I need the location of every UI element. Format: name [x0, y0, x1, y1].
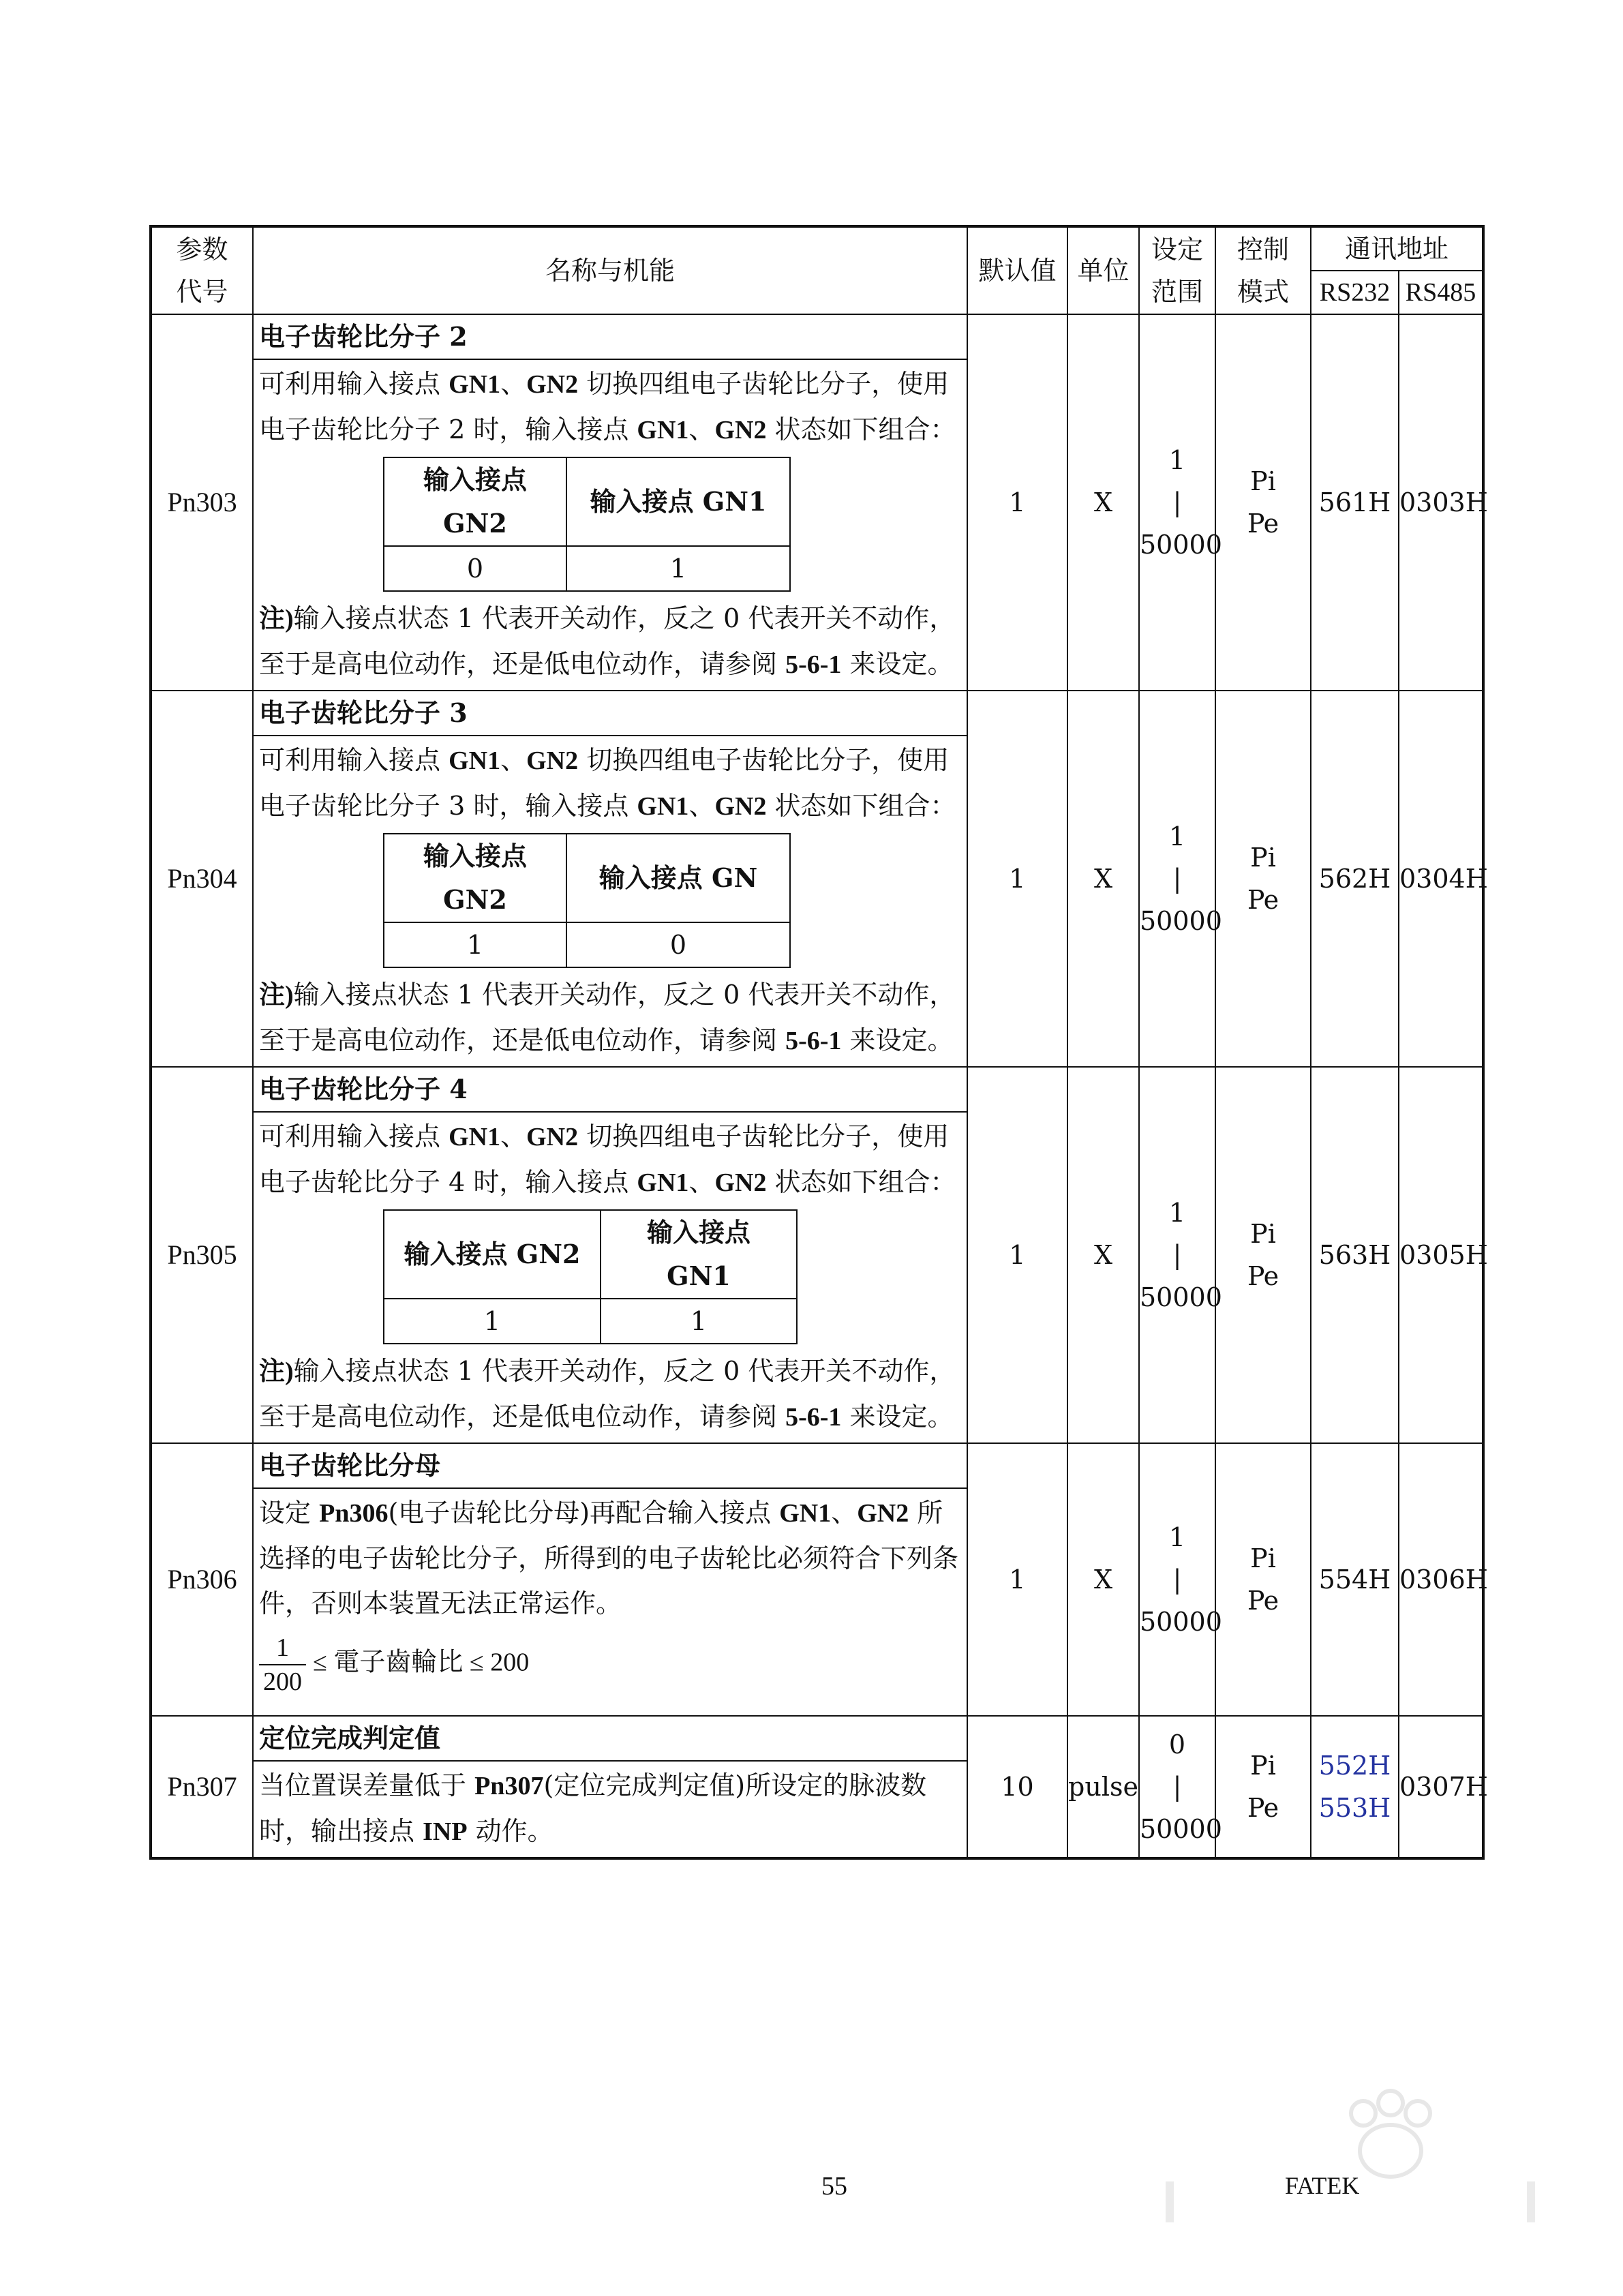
param-title: 电子齿轮比分子 2 — [254, 315, 967, 360]
footer-brand: FATEK — [1285, 2172, 1360, 2199]
header-param-code — [151, 226, 253, 314]
watermark-logo — [1159, 2066, 1541, 2284]
header-param-code-line1: 参数 — [176, 235, 228, 265]
fraction-denominator: 200 — [263, 1667, 302, 1696]
param-body: 当位置误差量低于 Pn307(定位完成判定值)所设定的脉波数时，输出接点 INP 动作。 — [259, 1770, 927, 1846]
mode-value: Pi Pe — [1215, 314, 1311, 691]
param-description — [253, 691, 967, 1067]
header-mode-line1: 控制 — [1237, 235, 1289, 265]
param-description — [253, 314, 967, 691]
rs232-address-link[interactable]: 553H — [1318, 1793, 1391, 1823]
rs485-address: 0305H — [1399, 1067, 1483, 1443]
header-default: 默认值 — [967, 226, 1067, 314]
input-state-table — [383, 1209, 798, 1344]
header-range-line2: 范围 — [1151, 277, 1203, 307]
param-note: 注)输入接点状态 1 代表开关动作，反之 0 代表开关不动作，至于是高电位动作，还是低电位动作，请参阅 5-6-1 来设定。 — [259, 1356, 956, 1432]
gear-ratio-formula — [254, 1629, 967, 1704]
page-number: 55 — [821, 2172, 847, 2201]
range-value: 1 | 50000 — [1139, 314, 1215, 691]
formula-condition: ≤ 電子齒輪比 ≤ 200 — [313, 1648, 530, 1677]
inner-value-gn1: 0 — [566, 922, 790, 967]
unit-value: X — [1067, 1067, 1139, 1443]
range-value: 1 | 50000 — [1139, 1443, 1215, 1716]
inner-header-gn2: 输入接点 GN2 — [384, 457, 566, 546]
inner-value-gn2: 0 — [384, 546, 566, 591]
header-name-function: 名称与机能 — [253, 226, 967, 314]
inner-header-gn1: 输入接点 GN1 — [566, 457, 790, 546]
fraction — [259, 1631, 306, 1698]
param-code: Pn305 — [151, 1067, 253, 1443]
mode-value: Pi Pe — [1215, 1443, 1311, 1716]
param-title: 定位完成判定值 — [254, 1717, 967, 1762]
param-note: 注)输入接点状态 1 代表开关动作，反之 0 代表开关不动作，至于是高电位动作，还是低电位动作，请参阅 5-6-1 来设定。 — [259, 603, 956, 679]
header-rs485: RS485 — [1399, 271, 1483, 314]
header-comm-address: 通讯地址 — [1311, 226, 1483, 271]
default-value: 1 — [967, 691, 1067, 1067]
range-value: 1 | 50000 — [1139, 691, 1215, 1067]
unit-value: X — [1067, 314, 1139, 691]
header-range — [1139, 226, 1215, 314]
default-value: 1 — [967, 1067, 1067, 1443]
table-row — [151, 1716, 1483, 1858]
range-value: 1 | 50000 — [1139, 1067, 1215, 1443]
mode-value: Pi Pe — [1215, 691, 1311, 1067]
input-state-table — [383, 457, 791, 592]
mode-value: Pi Pe — [1215, 1067, 1311, 1443]
header-unit: 单位 — [1067, 226, 1139, 314]
param-body: 可利用输入接点 GN1、GN2 切换四组电子齿轮比分子，使用电子齿轮比分子 2 时，输入接点 GN1、GN2 状态如下组合： — [259, 369, 956, 444]
param-code: Pn303 — [151, 314, 253, 691]
param-code: Pn307 — [151, 1716, 253, 1858]
rs232-address-link[interactable]: 552H — [1318, 1751, 1391, 1781]
header-rs232: RS232 — [1311, 271, 1399, 314]
unit-value: pulse — [1067, 1716, 1139, 1858]
inner-value-gn1: 1 — [601, 1299, 797, 1344]
rs485-address: 0303H — [1399, 314, 1483, 691]
inner-value-gn2: 1 — [384, 922, 566, 967]
table-row — [151, 314, 1483, 691]
table-row — [151, 691, 1483, 1067]
param-code: Pn306 — [151, 1443, 253, 1716]
unit-value: X — [1067, 1443, 1139, 1716]
param-body: 可利用输入接点 GN1、GN2 切换四组电子齿轮比分子，使用电子齿轮比分子 4 时，输入接点 GN1、GN2 状态如下组合： — [259, 1121, 956, 1197]
mode-value: Pi Pe — [1215, 1716, 1311, 1858]
param-title: 电子齿轮比分母 — [254, 1444, 967, 1489]
rs485-address: 0306H — [1399, 1443, 1483, 1716]
table-row — [151, 1443, 1483, 1716]
rs485-address: 0304H — [1399, 691, 1483, 1067]
inner-value-gn1: 1 — [566, 546, 790, 591]
range-value: 0 | 50000 — [1139, 1716, 1215, 1858]
rs232-address: 561H — [1311, 314, 1399, 691]
unit-value: X — [1067, 691, 1139, 1067]
inner-header-gn1: 输入接点 GN — [566, 834, 790, 922]
table-row — [151, 1067, 1483, 1443]
inner-header-gn2: 输入接点 GN2 — [384, 1210, 601, 1299]
header-mode — [1215, 226, 1311, 314]
param-title: 电子齿轮比分子 4 — [254, 1068, 967, 1113]
input-state-table — [383, 833, 791, 968]
header-mode-line2: 模式 — [1237, 277, 1289, 307]
param-description — [253, 1716, 967, 1858]
rs232-address: 562H — [1311, 691, 1399, 1067]
default-value: 10 — [967, 1716, 1067, 1858]
inner-value-gn2: 1 — [384, 1299, 601, 1344]
param-title: 电子齿轮比分子 3 — [254, 691, 967, 736]
header-param-code-line2: 代号 — [176, 277, 228, 307]
header-range-line1: 设定 — [1151, 235, 1203, 265]
inner-header-gn2: 输入接点 GN2 — [384, 834, 566, 922]
param-description — [253, 1067, 967, 1443]
default-value: 1 — [967, 1443, 1067, 1716]
rs485-address: 0307H — [1399, 1716, 1483, 1858]
param-code: Pn304 — [151, 691, 253, 1067]
rs232-address: 554H — [1311, 1443, 1399, 1716]
header-row — [151, 226, 1483, 271]
param-note: 注)输入接点状态 1 代表开关动作，反之 0 代表开关不动作，至于是高电位动作，还是低电位动作，请参阅 5-6-1 来设定。 — [259, 980, 956, 1055]
fraction-numerator: 1 — [259, 1631, 306, 1665]
param-body: 可利用输入接点 GN1、GN2 切换四组电子齿轮比分子，使用电子齿轮比分子 3 时，输入接点 GN1、GN2 状态如下组合： — [259, 745, 956, 821]
param-description — [253, 1443, 967, 1716]
rs232-address — [1311, 1716, 1399, 1858]
default-value: 1 — [967, 314, 1067, 691]
param-body: 设定 Pn306(电子齿轮比分母)再配合输入接点 GN1、GN2 所选择的电子齿轮比分子，所得到的电子齿轮比必须符合下列条件，否则本装置无法正常运作。 — [259, 1498, 959, 1618]
rs232-address: 563H — [1311, 1067, 1399, 1443]
inner-header-gn1: 输入接点 GN1 — [601, 1210, 797, 1299]
parameter-table — [149, 225, 1488, 1860]
